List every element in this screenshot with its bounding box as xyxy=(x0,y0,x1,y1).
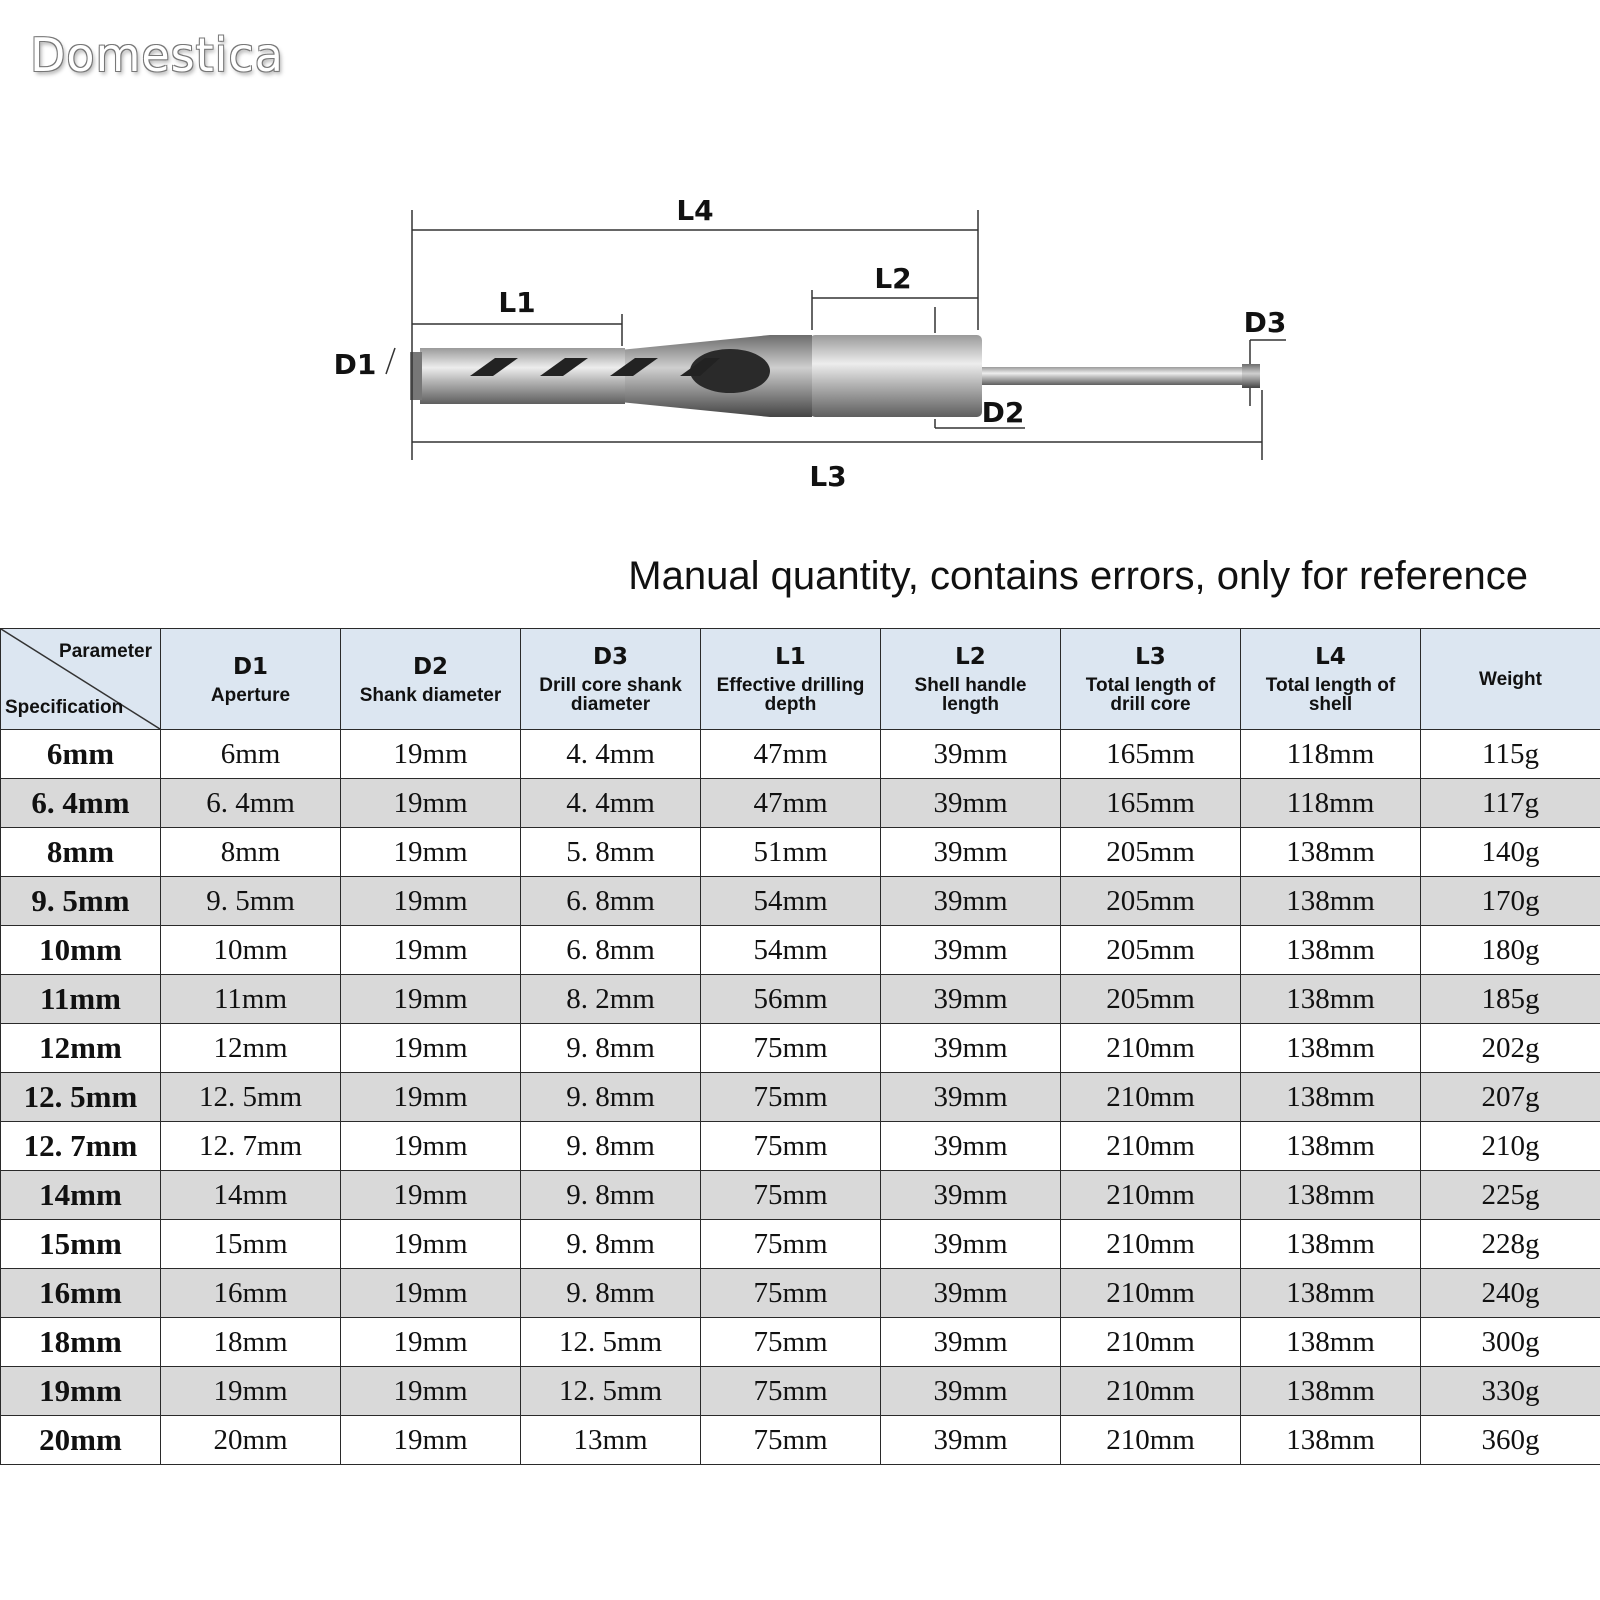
spec-cell: 12. 7mm xyxy=(1,1122,161,1171)
d3-cell: 9. 8mm xyxy=(521,1220,701,1269)
l1-cell: 47mm xyxy=(701,730,881,779)
corner-specification-label: Specification xyxy=(5,697,124,718)
spec-cell: 12mm xyxy=(1,1024,161,1073)
d2-cell: 19mm xyxy=(341,779,521,828)
l1-cell: 75mm xyxy=(701,1220,881,1269)
header-name: Weight xyxy=(1479,668,1542,690)
header-name: Shank diameter xyxy=(359,684,502,706)
d2-cell: 19mm xyxy=(341,1269,521,1318)
table-row xyxy=(1,1073,1600,1122)
weight-cell: 185g xyxy=(1421,975,1600,1024)
drill-bit-diagram xyxy=(0,150,1600,530)
l1-cell: 75mm xyxy=(701,1367,881,1416)
d3-cell: 6. 8mm xyxy=(521,926,701,975)
d2-cell: 19mm xyxy=(341,730,521,779)
d2-cell: 19mm xyxy=(341,1073,521,1122)
l3-cell: 210mm xyxy=(1061,1122,1241,1171)
l2-cell: 39mm xyxy=(881,779,1061,828)
label-d2: D2 xyxy=(981,396,1025,429)
l2-cell: 39mm xyxy=(881,1416,1061,1465)
l2-cell: 39mm xyxy=(881,975,1061,1024)
l3-cell: 210mm xyxy=(1061,1024,1241,1073)
table-row xyxy=(1,1269,1600,1318)
table-row xyxy=(1,779,1600,828)
l2-cell: 39mm xyxy=(881,926,1061,975)
header-d2 xyxy=(341,629,521,730)
table-body xyxy=(1,730,1600,1465)
l4-cell: 138mm xyxy=(1241,1073,1421,1122)
d3-cell: 9. 8mm xyxy=(521,1122,701,1171)
table-row xyxy=(1,975,1600,1024)
d3-cell: 8. 2mm xyxy=(521,975,701,1024)
d1-cell: 11mm xyxy=(161,975,341,1024)
l4-cell: 138mm xyxy=(1241,926,1421,975)
table-row xyxy=(1,828,1600,877)
l2-cell: 39mm xyxy=(881,1171,1061,1220)
label-d1: D1 xyxy=(333,348,377,381)
d2-cell: 19mm xyxy=(341,877,521,926)
d1-cell: 19mm xyxy=(161,1367,341,1416)
header-d3 xyxy=(521,629,701,730)
spec-cell: 18mm xyxy=(1,1318,161,1367)
l3-cell: 210mm xyxy=(1061,1318,1241,1367)
d2-cell: 19mm xyxy=(341,926,521,975)
spec-cell: 11mm xyxy=(1,975,161,1024)
d2-cell: 19mm xyxy=(341,1367,521,1416)
header-code: D1 xyxy=(232,653,269,680)
l3-cell: 210mm xyxy=(1061,1073,1241,1122)
weight-cell: 180g xyxy=(1421,926,1600,975)
header-name: Total length of drill core xyxy=(1085,675,1216,715)
l2-cell: 39mm xyxy=(881,1318,1061,1367)
spec-cell: 19mm xyxy=(1,1367,161,1416)
weight-cell: 360g xyxy=(1421,1416,1600,1465)
table-row xyxy=(1,877,1600,926)
weight-cell: 170g xyxy=(1421,877,1600,926)
d1-cell: 6. 4mm xyxy=(161,779,341,828)
l1-cell: 56mm xyxy=(701,975,881,1024)
l3-cell: 210mm xyxy=(1061,1416,1241,1465)
drill-bit xyxy=(410,335,1260,417)
d1-cell: 12. 5mm xyxy=(161,1073,341,1122)
l3-cell: 210mm xyxy=(1061,1171,1241,1220)
header-name: Drill core shank diameter xyxy=(539,675,682,715)
table-header-row xyxy=(1,629,1600,730)
header-code: D3 xyxy=(592,644,629,670)
disclaimer-note: Manual quantity, contains errors, only for reference xyxy=(628,554,1528,598)
l1-cell: 47mm xyxy=(701,779,881,828)
header-weight xyxy=(1421,629,1600,730)
d3-cell: 9. 8mm xyxy=(521,1024,701,1073)
table-row xyxy=(1,1367,1600,1416)
header-d1 xyxy=(161,629,341,730)
spec-cell: 10mm xyxy=(1,926,161,975)
weight-cell: 225g xyxy=(1421,1171,1600,1220)
d3-cell: 9. 8mm xyxy=(521,1073,701,1122)
d1-cell: 6mm xyxy=(161,730,341,779)
l1-cell: 75mm xyxy=(701,1171,881,1220)
header-code: L1 xyxy=(775,644,806,670)
l1-cell: 75mm xyxy=(701,1318,881,1367)
table-row xyxy=(1,1024,1600,1073)
table-row xyxy=(1,1122,1600,1171)
label-l3: L3 xyxy=(809,460,847,493)
d2-cell: 19mm xyxy=(341,975,521,1024)
weight-cell: 202g xyxy=(1421,1024,1600,1073)
d3-cell: 9. 8mm xyxy=(521,1171,701,1220)
header-name: Total length of shell xyxy=(1265,675,1396,715)
spec-table xyxy=(0,628,1600,1465)
weight-cell: 228g xyxy=(1421,1220,1600,1269)
l4-cell: 138mm xyxy=(1241,1024,1421,1073)
l4-cell: 118mm xyxy=(1241,779,1421,828)
table-row xyxy=(1,1220,1600,1269)
l1-cell: 75mm xyxy=(701,1073,881,1122)
header-code: D2 xyxy=(412,653,449,680)
header-code: L2 xyxy=(955,644,986,670)
d1-cell: 18mm xyxy=(161,1318,341,1367)
l2-cell: 39mm xyxy=(881,1122,1061,1171)
l1-cell: 75mm xyxy=(701,1416,881,1465)
l4-cell: 118mm xyxy=(1241,730,1421,779)
spec-cell: 8mm xyxy=(1,828,161,877)
d1-cell: 12mm xyxy=(161,1024,341,1073)
d3-cell: 12. 5mm xyxy=(521,1367,701,1416)
l4-cell: 138mm xyxy=(1241,1220,1421,1269)
l1-cell: 75mm xyxy=(701,1269,881,1318)
d3-cell: 4. 4mm xyxy=(521,730,701,779)
weight-cell: 117g xyxy=(1421,779,1600,828)
l2-cell: 39mm xyxy=(881,1220,1061,1269)
label-l2: L2 xyxy=(874,262,912,295)
d1-cell: 9. 5mm xyxy=(161,877,341,926)
table-row xyxy=(1,926,1600,975)
d3-cell: 5. 8mm xyxy=(521,828,701,877)
l1-cell: 75mm xyxy=(701,1024,881,1073)
l2-cell: 39mm xyxy=(881,730,1061,779)
d2-cell: 19mm xyxy=(341,1122,521,1171)
d3-cell: 12. 5mm xyxy=(521,1318,701,1367)
weight-cell: 115g xyxy=(1421,730,1600,779)
l1-cell: 54mm xyxy=(701,877,881,926)
l3-cell: 165mm xyxy=(1061,779,1241,828)
l3-cell: 205mm xyxy=(1061,877,1241,926)
l2-cell: 39mm xyxy=(881,1269,1061,1318)
header-name: Effective drilling depth xyxy=(716,675,865,715)
spec-cell: 6. 4mm xyxy=(1,779,161,828)
l4-cell: 138mm xyxy=(1241,877,1421,926)
header-l1 xyxy=(701,629,881,730)
l2-cell: 39mm xyxy=(881,828,1061,877)
l2-cell: 39mm xyxy=(881,1367,1061,1416)
weight-cell: 207g xyxy=(1421,1073,1600,1122)
d3-cell: 9. 8mm xyxy=(521,1269,701,1318)
header-l4 xyxy=(1241,629,1421,730)
spec-cell: 12. 5mm xyxy=(1,1073,161,1122)
table-row xyxy=(1,1171,1600,1220)
l1-cell: 75mm xyxy=(701,1122,881,1171)
weight-cell: 300g xyxy=(1421,1318,1600,1367)
l1-cell: 51mm xyxy=(701,828,881,877)
d2-cell: 19mm xyxy=(341,1171,521,1220)
header-code: L3 xyxy=(1135,644,1166,670)
label-l4: L4 xyxy=(676,194,714,227)
d3-cell: 6. 8mm xyxy=(521,877,701,926)
d1-cell: 8mm xyxy=(161,828,341,877)
corner-parameter-label: Parameter xyxy=(59,641,152,662)
weight-cell: 210g xyxy=(1421,1122,1600,1171)
d1-cell: 16mm xyxy=(161,1269,341,1318)
l3-cell: 205mm xyxy=(1061,975,1241,1024)
table-row xyxy=(1,730,1600,779)
header-l2 xyxy=(881,629,1061,730)
table-row xyxy=(1,1318,1600,1367)
spec-cell: 20mm xyxy=(1,1416,161,1465)
d1-cell: 14mm xyxy=(161,1171,341,1220)
l1-cell: 54mm xyxy=(701,926,881,975)
l3-cell: 210mm xyxy=(1061,1220,1241,1269)
header-code: L4 xyxy=(1315,644,1346,670)
weight-cell: 140g xyxy=(1421,828,1600,877)
weight-cell: 240g xyxy=(1421,1269,1600,1318)
d3-cell: 13mm xyxy=(521,1416,701,1465)
spec-cell: 9. 5mm xyxy=(1,877,161,926)
table-row xyxy=(1,1416,1600,1465)
spec-cell: 6mm xyxy=(1,730,161,779)
l4-cell: 138mm xyxy=(1241,975,1421,1024)
header-name: Shell handle length xyxy=(914,675,1027,715)
l3-cell: 210mm xyxy=(1061,1367,1241,1416)
header-name: Aperture xyxy=(210,684,291,706)
d2-cell: 19mm xyxy=(341,1416,521,1465)
spec-cell: 16mm xyxy=(1,1269,161,1318)
d1-cell: 15mm xyxy=(161,1220,341,1269)
l3-cell: 210mm xyxy=(1061,1269,1241,1318)
l4-cell: 138mm xyxy=(1241,1269,1421,1318)
l3-cell: 205mm xyxy=(1061,828,1241,877)
l2-cell: 39mm xyxy=(881,1073,1061,1122)
l2-cell: 39mm xyxy=(881,877,1061,926)
l4-cell: 138mm xyxy=(1241,1367,1421,1416)
l3-cell: 165mm xyxy=(1061,730,1241,779)
l3-cell: 205mm xyxy=(1061,926,1241,975)
l4-cell: 138mm xyxy=(1241,1122,1421,1171)
d2-cell: 19mm xyxy=(341,1220,521,1269)
brand-logo: Domestica xyxy=(30,28,284,82)
l4-cell: 138mm xyxy=(1241,1318,1421,1367)
l4-cell: 138mm xyxy=(1241,1171,1421,1220)
d1-cell: 12. 7mm xyxy=(161,1122,341,1171)
spec-cell: 14mm xyxy=(1,1171,161,1220)
d2-cell: 19mm xyxy=(341,828,521,877)
d2-cell: 19mm xyxy=(341,1318,521,1367)
weight-cell: 330g xyxy=(1421,1367,1600,1416)
d1-cell: 20mm xyxy=(161,1416,341,1465)
l4-cell: 138mm xyxy=(1241,1416,1421,1465)
header-l3 xyxy=(1061,629,1241,730)
l4-cell: 138mm xyxy=(1241,828,1421,877)
d1-cell: 10mm xyxy=(161,926,341,975)
l2-cell: 39mm xyxy=(881,1024,1061,1073)
label-l1: L1 xyxy=(498,286,536,319)
corner-header-cell xyxy=(1,629,161,730)
d3-cell: 4. 4mm xyxy=(521,779,701,828)
spec-cell: 15mm xyxy=(1,1220,161,1269)
d2-cell: 19mm xyxy=(341,1024,521,1073)
label-d3: D3 xyxy=(1243,306,1287,339)
